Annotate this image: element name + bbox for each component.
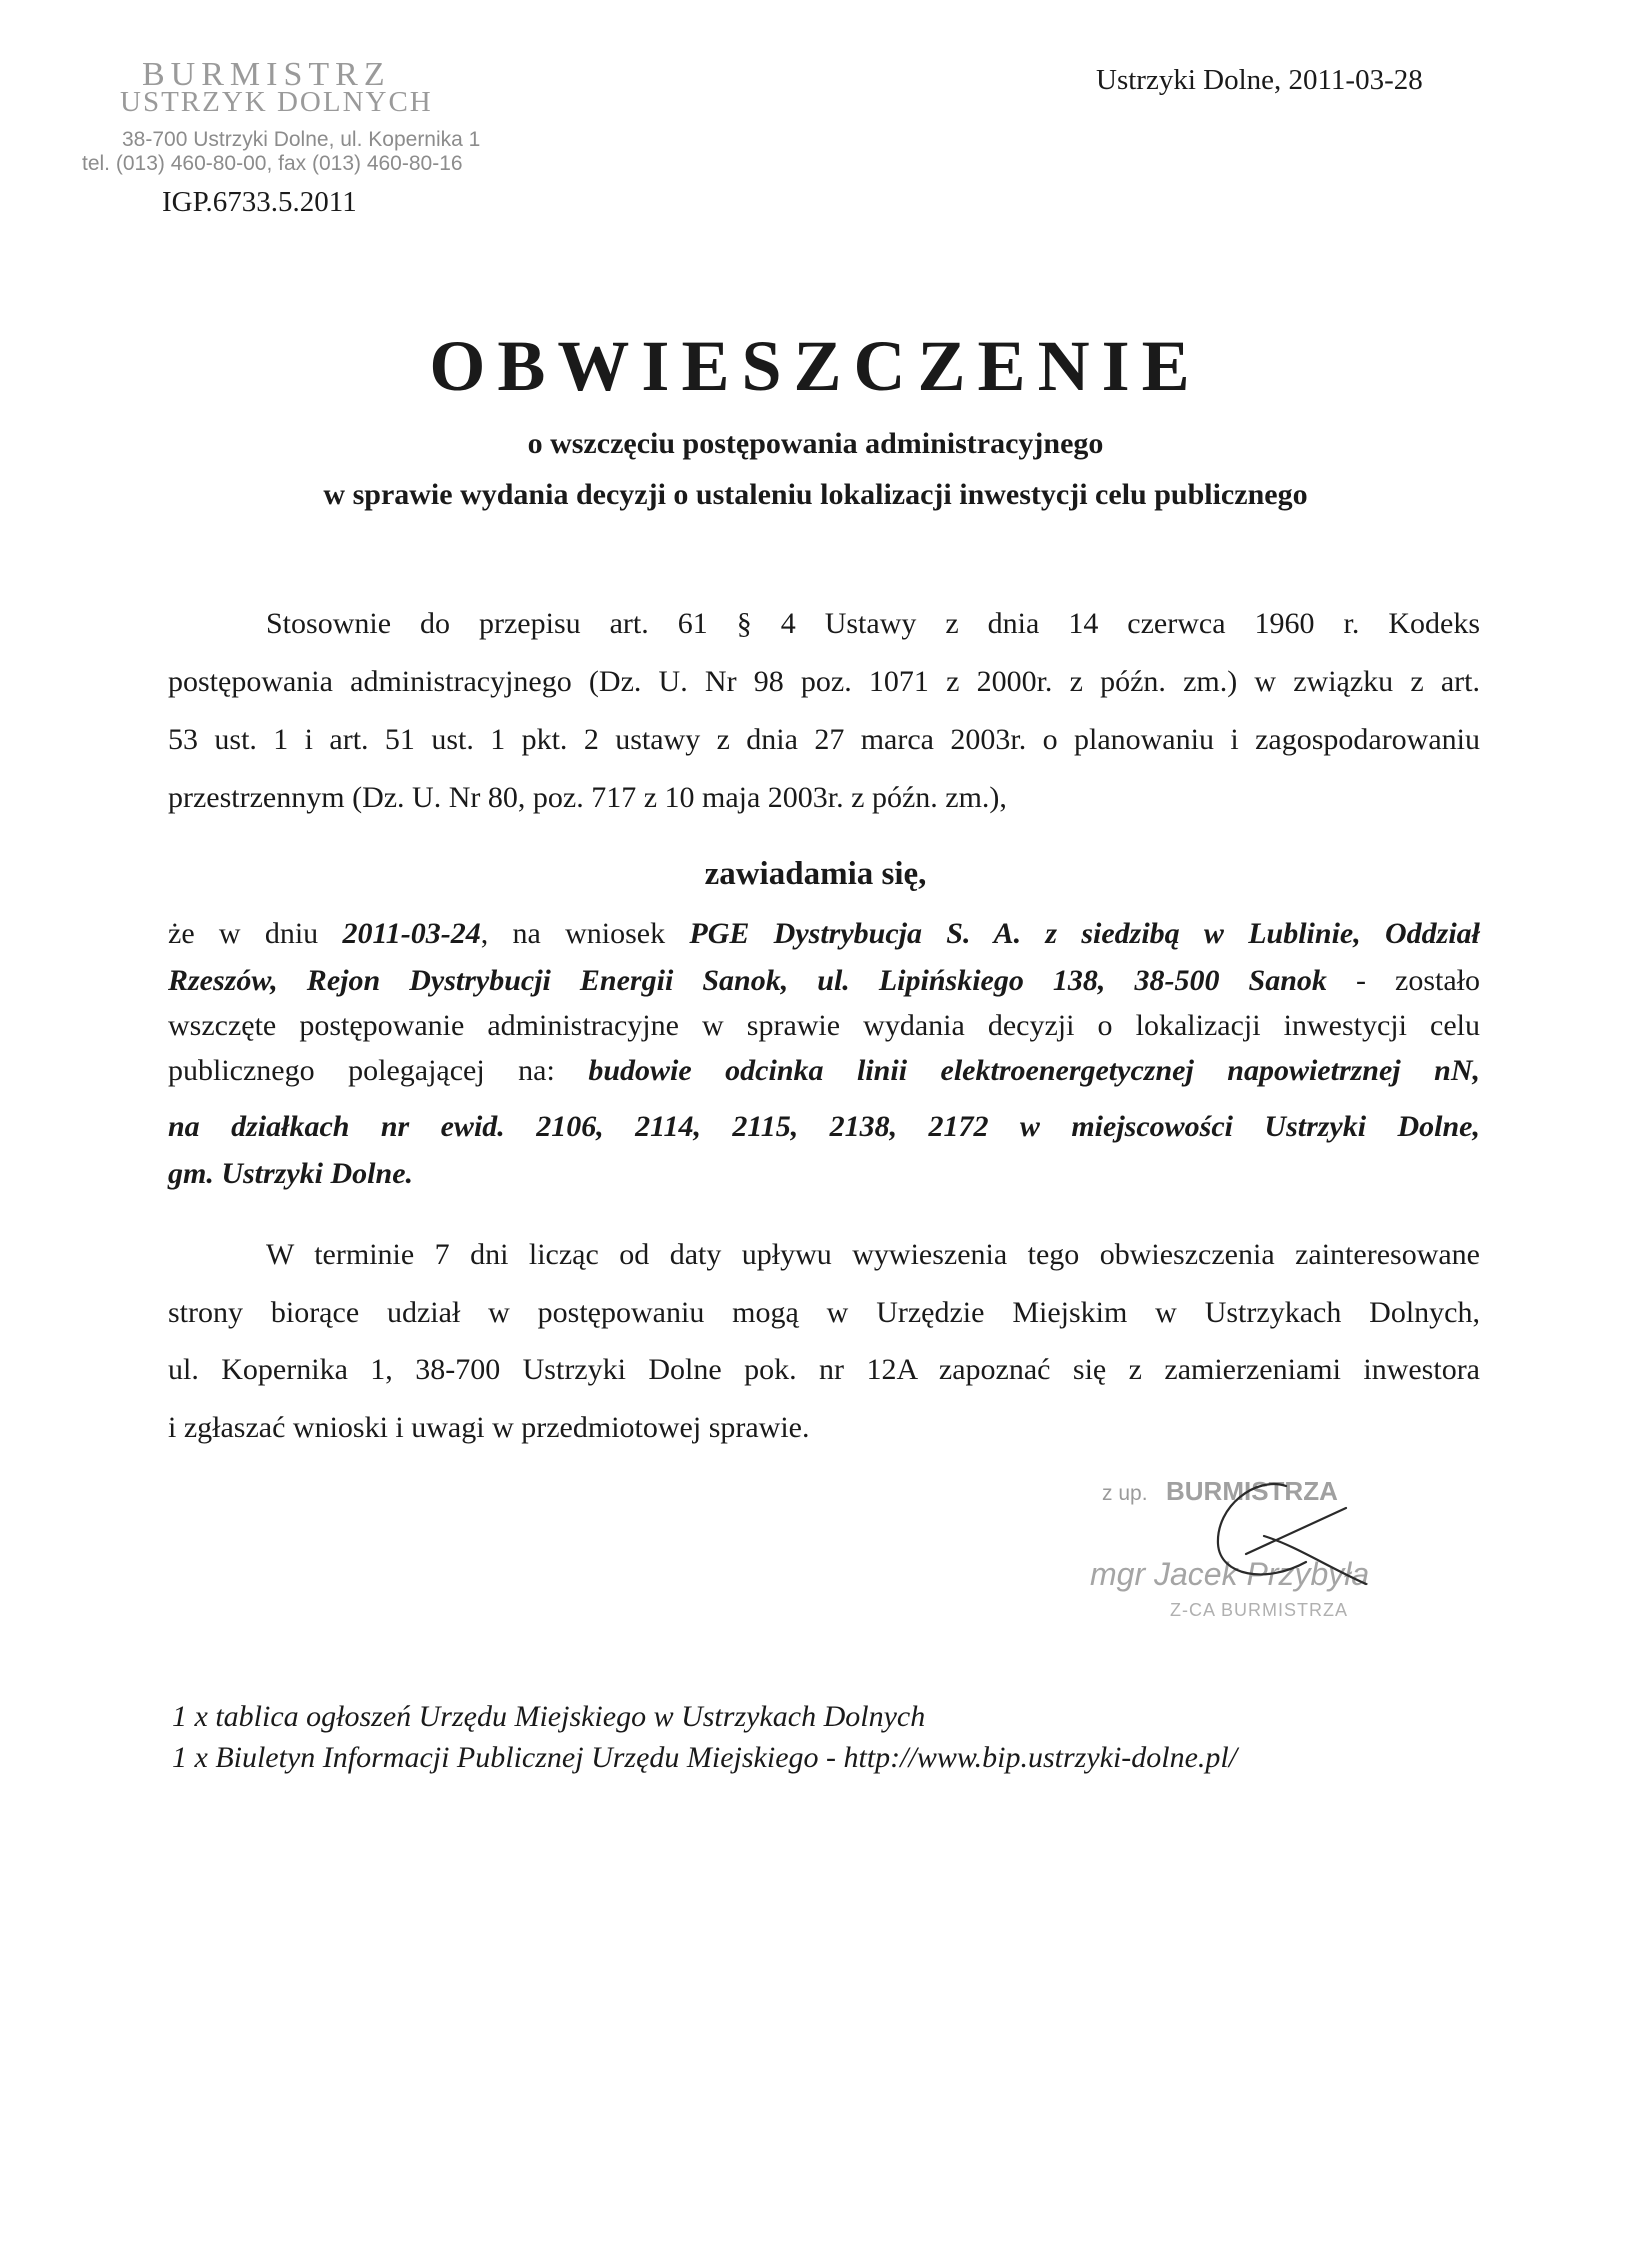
- notice-text: że w dniu: [168, 917, 343, 950]
- announcement-heading: zawiadamia się,: [704, 856, 927, 892]
- notice-line-6: gm. Ustrzyki Dolne.: [168, 1157, 414, 1190]
- deadline-line-1: W terminie 7 dni licząc od daty upływu wywieszenia tego obwieszczenia zainteresowane: [266, 1238, 1480, 1271]
- subtitle-line-1: o wszczęciu postępowania administracyjnego: [527, 427, 1104, 460]
- signature-title: BURMISTRZA: [1166, 1476, 1338, 1506]
- stamp-phone: tel. (013) 460-80-00, fax (013) 460-80-16: [82, 152, 463, 175]
- stamp-line-2: USTRZYK DOLNYCH: [120, 86, 433, 118]
- signature-stamp: [1090, 1466, 1416, 1636]
- distribution-line-1: 1 x tablica ogłoszeń Urzędu Miejskiego w Ustrzykach Dolnych: [172, 1700, 926, 1733]
- distribution-line-2: 1 x Biuletyn Informacji Publicznej Urzędu Miejskiego - http://www.bip.ustrzyki-dolne.pl/: [172, 1741, 1238, 1774]
- stamp-address: 38-700 Ustrzyki Dolne, ul. Kopernika 1: [122, 128, 481, 151]
- applicant-address: Rzeszów, Rejon Dystrybucji Energii Sanok, ul. Lipińskiego 138, 38-500 Sanok: [168, 964, 1327, 997]
- reference-number: IGP.6733.5.2011: [162, 186, 357, 218]
- handwritten-signature: [1096, 1466, 1416, 1636]
- notice-text: publicznego polegającej na:: [168, 1054, 589, 1087]
- deadline-line-2: strony biorące udział w postępowaniu mogą w Urzędzie Miejskim w Ustrzykach Dolnych,: [168, 1296, 1480, 1329]
- legal-basis-line-4: przestrzennym (Dz. U. Nr 80, poz. 717 z 10 maja 2003r. z późn. zm.),: [168, 781, 1007, 814]
- stamp-line-1: BURMISTRZ: [142, 56, 391, 93]
- notice-line-3: wszczęte postępowanie administracyjne w sprawie wydania decyzji o lokalizacji inwestycji celu: [168, 1009, 1480, 1042]
- notice-line-2: [168, 964, 1480, 998]
- document-title: OBWIESZCZENIE: [429, 326, 1202, 406]
- signatory-name: mgr Jacek Przybyła: [1090, 1556, 1370, 1592]
- deadline-line-3: ul. Kopernika 1, 38-700 Ustrzyki Dolne pok. nr 12A zapoznać się z zamierzeniami inwestora: [168, 1353, 1480, 1386]
- subtitle-line-2: w sprawie wydania decyzji o ustaleniu lokalizacji inwestycji celu publicznego: [323, 478, 1308, 511]
- applicant-name: PGE Dystrybucja S. A. z siedzibą w Lublinie, Oddział: [689, 917, 1480, 950]
- notice-text: - zostało: [1326, 964, 1480, 997]
- legal-basis-line-1: Stosownie do przepisu art. 61 § 4 Ustawy z dnia 14 czerwca 1960 r. Kodeks: [266, 607, 1480, 640]
- notice-line-5: na działkach nr ewid. 2106, 2114, 2115, 2138, 2172 w miejscowości Ustrzyki Dolne,: [168, 1110, 1480, 1143]
- signature-prefix: z up.: [1102, 1482, 1148, 1505]
- legal-basis-line-3: 53 ust. 1 i art. 51 ust. 1 pkt. 2 ustawy z dnia 27 marca 2003r. o planowaniu i zagospodarowaniu: [168, 723, 1480, 756]
- notice-text: , na wniosek: [480, 917, 690, 950]
- legal-basis-line-2: postępowania administracyjnego (Dz. U. Nr 98 poz. 1071 z 2000r. z późn. zm.) w związku z art.: [168, 665, 1480, 698]
- signatory-role: Z-CA BURMISTRZA: [1170, 1600, 1349, 1620]
- notice-line-4: [168, 1054, 1480, 1088]
- place-and-date: Ustrzyki Dolne, 2011-03-28: [1096, 64, 1423, 96]
- investment-subject: budowie odcinka linii elektroenergetycznej napowietrznej nN,: [588, 1054, 1480, 1087]
- deadline-line-4: i zgłaszać wnioski i uwagi w przedmiotowej sprawie.: [168, 1411, 810, 1444]
- notice-line-1: [168, 917, 1480, 951]
- request-date: 2011-03-24: [342, 917, 481, 950]
